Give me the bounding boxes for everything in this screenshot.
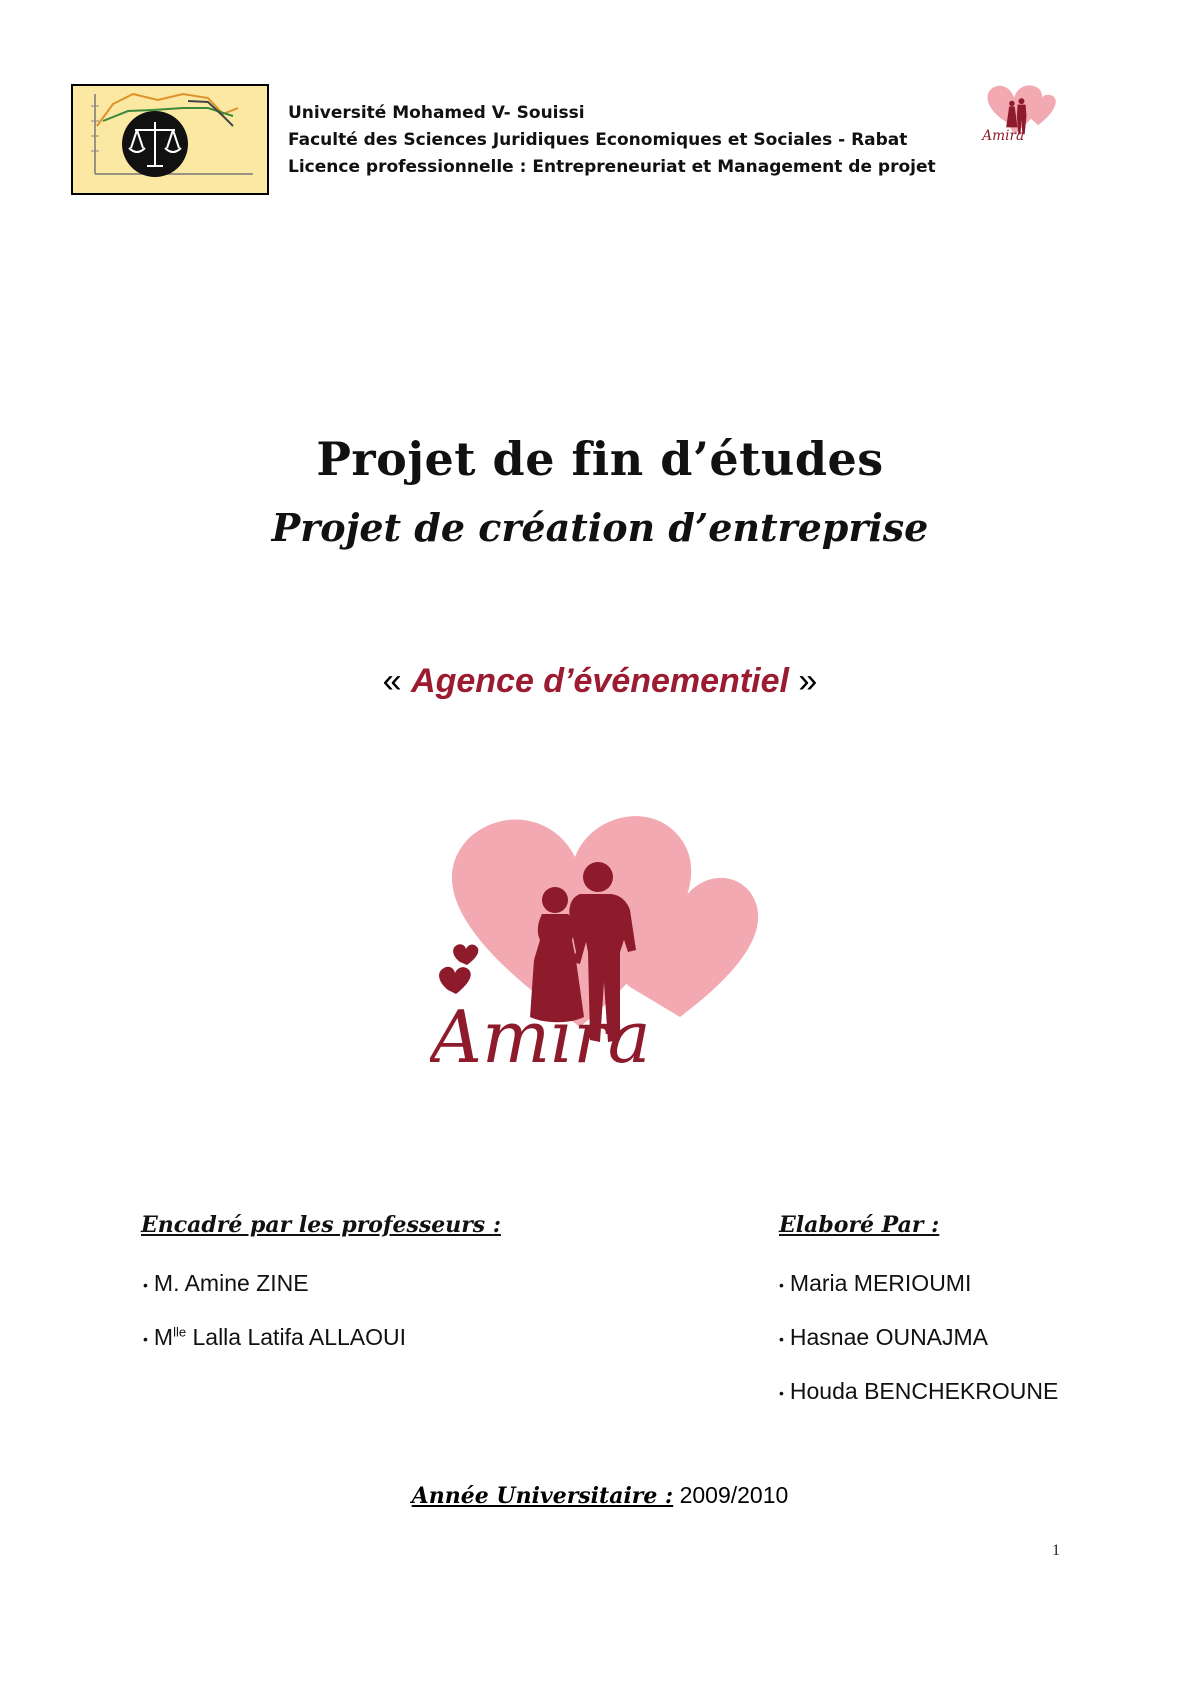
supervisors-heading: Encadré par les professeurs : bbox=[141, 1212, 501, 1238]
university-logo bbox=[71, 84, 269, 195]
amira-logo bbox=[430, 812, 790, 1077]
academic-year-label: Année Universitaire : bbox=[411, 1483, 674, 1509]
author-item: • Hasnae OUNAJMA bbox=[779, 1324, 989, 1350]
supervisor-item: • M. Amine ZINE bbox=[143, 1270, 309, 1296]
faculty-name: Faculté des Sciences Juridiques Economiques et Sociales - Rabat bbox=[288, 130, 908, 150]
page-title: Projet de fin d’études bbox=[316, 432, 884, 486]
open-quote: « bbox=[382, 662, 402, 700]
author-item: • Houda BENCHEKROUNE bbox=[779, 1378, 1059, 1404]
academic-year bbox=[0, 1482, 1200, 1509]
agency-line bbox=[0, 662, 1200, 701]
small-heart-icon bbox=[439, 967, 471, 994]
institution-header bbox=[288, 100, 936, 181]
amira-wordmark: Amira bbox=[430, 995, 651, 1077]
scales-of-justice-icon bbox=[73, 86, 267, 193]
author-item: • Maria MERIOUMI bbox=[779, 1270, 972, 1296]
svg-text:Amira: Amira bbox=[982, 127, 1025, 144]
close-quote: » bbox=[798, 662, 818, 700]
university-name: Université Mohamed V- Souissi bbox=[288, 103, 585, 123]
small-heart-icon bbox=[453, 944, 478, 965]
page-number: 1 bbox=[1052, 1542, 1060, 1559]
academic-year-value: 2009/2010 bbox=[679, 1482, 789, 1508]
agency-name: Agence d’événementiel bbox=[411, 662, 789, 700]
authors-heading: Elaboré Par : bbox=[779, 1212, 940, 1238]
page-subtitle: Projet de création d’entreprise bbox=[271, 505, 929, 550]
program-name: Licence professionnelle : Entrepreneuriat et Management de projet bbox=[288, 157, 936, 177]
supervisor-item: • $M^{lle}$ Lalla Latifa ALLAOUI bbox=[143, 1324, 407, 1350]
amira-logo-small bbox=[980, 76, 1062, 148]
